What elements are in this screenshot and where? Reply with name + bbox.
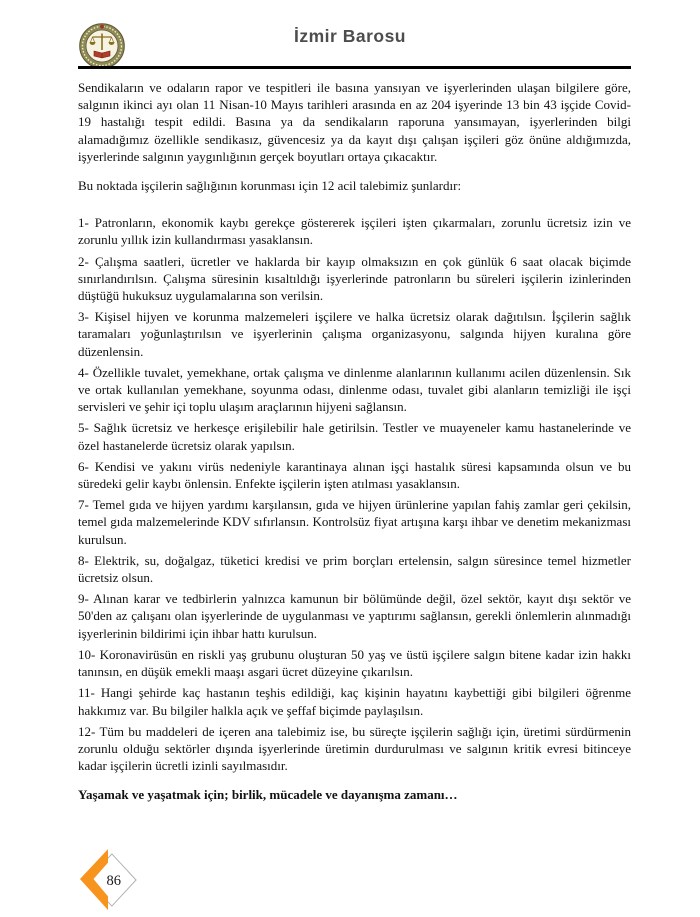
demand-item-10: 10- Koronavirüsün en riskli yaş grubunu oluşturan 50 yaş ve üstü işçilere salgın bitene kadar izin hakkı tanınsın, en düşük emekli maaşı asgari ücret düzeyine çıkarılsın. [78,646,631,680]
header-divider [78,66,631,69]
diamond-chevron-icon [79,849,137,911]
demand-item-4: 4- Özellikle tuvalet, yemekhane, ortak çalışma ve dinlenme alanlarının kullanımı acilen düzenlensin. Sık ve ortak kullanılan yemekhane, soyunma odası, dinlenme odası, tuvalet gibi alanların temizliği ile işçi servisleri ve şehir içi toplu ulaşım araçlarının hijyeni sağlansın. [78,364,631,415]
page-number-marker [79,849,137,911]
page-number: 86 [106,872,122,889]
demand-item-6: 6- Kendisi ve yakını virüs nedeniyle karantinaya alınan işçi hastalık süresi kapsamında olsun ve bu süredeki gelir kaybı önlensin. Enfekte işçilerin işten atılması yasaklansın. [78,458,631,492]
lead-paragraph: Bu noktada işçilerin sağlığının korunması için 12 acil talebimiz şunlardır: [78,178,462,194]
page-title: İzmir Barosu [294,26,406,46]
demand-item-7: 7- Temel gıda ve hijyen yardımı karşılansın, gıda ve hijyen ürünlerine yapılan fahiş zamlar geri çekilsin, temel gıda malzemelerinde KDV sıfırlansın. Kontrolsüz fiyat artışına karşı ihbar ve denetim mekanizması kurulsun. [78,497,631,547]
demand-item-5: 5- Sağlık ücretsiz ve herkesçe erişilebilir hale getirilsin. Testler ve muayeneler kamu hastanelerinde ve özel hastanelerde ücretsiz olarak yapılsın. [78,420,631,453]
demand-item-9: 9- Alınan karar ve tedbirlerin yalnızca kamunun bir bölümünde değil, özel sektör, kayıt dışı sektör ve 50'den az çalışanı olan işyerlerinde de uygulanması ve yaptırımı sağlansın, gerekli önlemlerin alınmadığı işyerlerinin bildirimi için ihbar hattı kurulsun. [78,591,631,641]
demand-item-11: 11- Hangi şehirde kaç hastanın teşhis edildiği, kaç kişinin hayatını kaybettiği gibi bilgileri öğrenme hakkımız var. Bu bilgiler halkla açık ve şeffaf biçimde paylaşılsın. [78,685,631,718]
closing-line: Yaşamak ve yaşatmak için; birlik, mücadele ve dayanışma zamanı… [78,787,458,803]
demand-item-3: 3- Kişisel hijyen ve korunma malzemeleri işçilere ve halka ücretsiz olarak dağıtılsın. İşçilerin sağlık taramaları yoğunlaştırılsın ve işyerlerinin çalışma organizasyonu, salgında hijyen kuralına göre düzenlensin. [78,309,631,359]
document-body [78,79,631,804]
intro-paragraph: Sendikaların ve odaların rapor ve tespitleri ile basına yansıyan ve işyerlerinden ulaşan bilgilere göre, salgının ikinci ayı olan 11 Nisan-10 Mayıs tarihleri arasında en az 204 işyerinde 13 bin 43 işçide Covid-19 hastalığı tespit edildi. Basına ya da sendikaların raporuna yansımayan, işyerlerinden bilgi alamadığımız özellikle sendikasız, güvencesiz ya da kayıt dışı çalışan işçileri göz önüne aldığımızda, işyerlerinde salgının yaygınlığının gerçek boyutları ortaya çıkacaktır. [78,80,631,164]
demand-item-8: 8- Elektrik, su, doğalgaz, tüketici kredisi ve prim borçları ertelensin, salgın süresince temel hizmetler ücretsiz olsun. [78,552,631,586]
demand-item-1: 1- Patronların, ekonomik kaybı gerekçe göstererek işçileri işten çıkarmaları, zorunlu ücretsiz izin ve zorunlu yıllık izin kullandırması yasaklansın. [78,215,631,248]
demand-item-12: 12- Tüm bu maddeleri de içeren ana talebimiz ise, bu süreçte işçilerin sağlığı için, üretimi sürdürmenin zorunlu olduğu sektörler dışında işyerlerinde üretimin durdurulması ve salgının kritik evresi bitinceye kadar işçilerin ücretli izinli sayılmasıdır. [78,723,631,774]
demand-item-2: 2- Çalışma saatleri, ücretler ve haklarda bir kayıp olmaksızın en çok günlük 6 saat olacak biçimde sınırlandırılsın. Çalışma süresinin kısaltıldığı işyerlerinde patronların bu süreleri işçilerin izinlerinden düştüğü hukuksuz uygulamalarına son verilsin. [78,253,631,304]
